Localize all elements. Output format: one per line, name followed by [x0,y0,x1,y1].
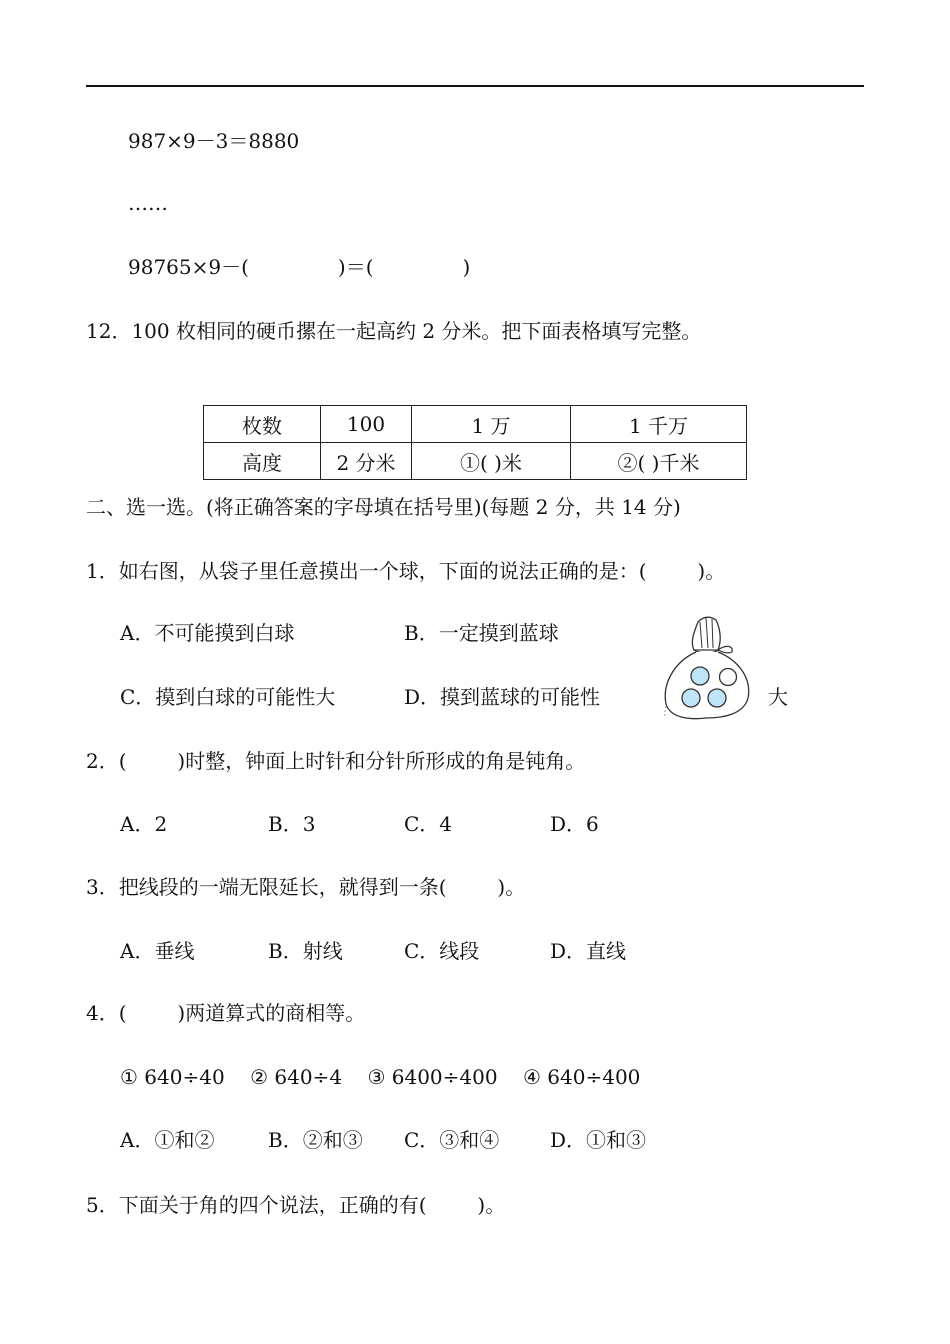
q4-option-c: C．③和④ [404,1128,500,1152]
q4-stem: 4．( )两道算式的商相等。 [86,1001,366,1025]
q1-option-d: D．摸到蓝球的可能性 [404,685,601,709]
q3-option-a: A．垂线 [120,939,195,963]
q4-expressions: ① 640÷40 ② 640÷4 ③ 6400÷400 ④ 640÷400 [120,1065,641,1089]
q4-option-a: A．①和② [120,1128,215,1152]
table-cell: ①( )米 [412,443,571,480]
white-ball [720,669,737,686]
ellipsis: …… [128,191,168,215]
blue-ball [691,667,709,685]
table-cell: ②( )千米 [571,443,747,480]
equation-line-1: 987×9－3＝8880 [128,129,300,153]
q1-option-d-tail: 大 [768,685,788,709]
coin-table [203,405,747,480]
q2-stem: 2．( )时整，钟面上时针和分针所形成的角是钝角。 [86,749,586,773]
table-cell: 1 万 [412,406,571,443]
q1-stem: 1．如右图，从袋子里任意摸出一个球，下面的说法正确的是：( )。 [86,559,726,583]
table-cell: 2 分米 [321,443,412,480]
q2-option-d: D．6 [550,812,599,836]
table-cell: 枚数 [204,406,321,443]
q1-option-a: A．不可能摸到白球 [120,621,295,645]
q5-stem: 5．下面关于角的四个说法，正确的有( )。 [86,1193,506,1217]
q3-stem: 3．把线段的一端无限延长，就得到一条( )。 [86,875,526,899]
q3-option-d: D．直线 [550,939,627,963]
table-cell: 高度 [204,443,321,480]
table-cell: 100 [321,406,412,443]
section-2-heading: 二、选一选。(将正确答案的字母填在括号里)(每题 2 分，共 14 分) [86,495,681,519]
table-row [204,406,747,443]
equation-line-2: 98765×9－( )＝( ) [128,255,471,279]
header-rule [86,85,864,87]
q2-option-a: A．2 [120,812,168,836]
blue-ball [708,689,726,707]
q2-option-c: C．4 [404,812,453,836]
table-cell: 1 千万 [571,406,747,443]
q1-option-c: C．摸到白球的可能性大 [120,685,336,709]
table-row [204,443,747,480]
q2-option-b: B．3 [268,812,316,836]
q1-option-b: B．一定摸到蓝球 [404,621,559,645]
q4-option-b: B．②和③ [268,1128,363,1152]
ball-bag-illustration [660,614,752,724]
q4-option-d: D．①和③ [550,1128,647,1152]
question-12: 12．100 枚相同的硬币摞在一起高约 2 分米。把下面表格填写完整。 [86,319,702,343]
q3-option-b: B．射线 [268,939,343,963]
q3-option-c: C．线段 [404,939,480,963]
blue-ball [682,689,700,707]
